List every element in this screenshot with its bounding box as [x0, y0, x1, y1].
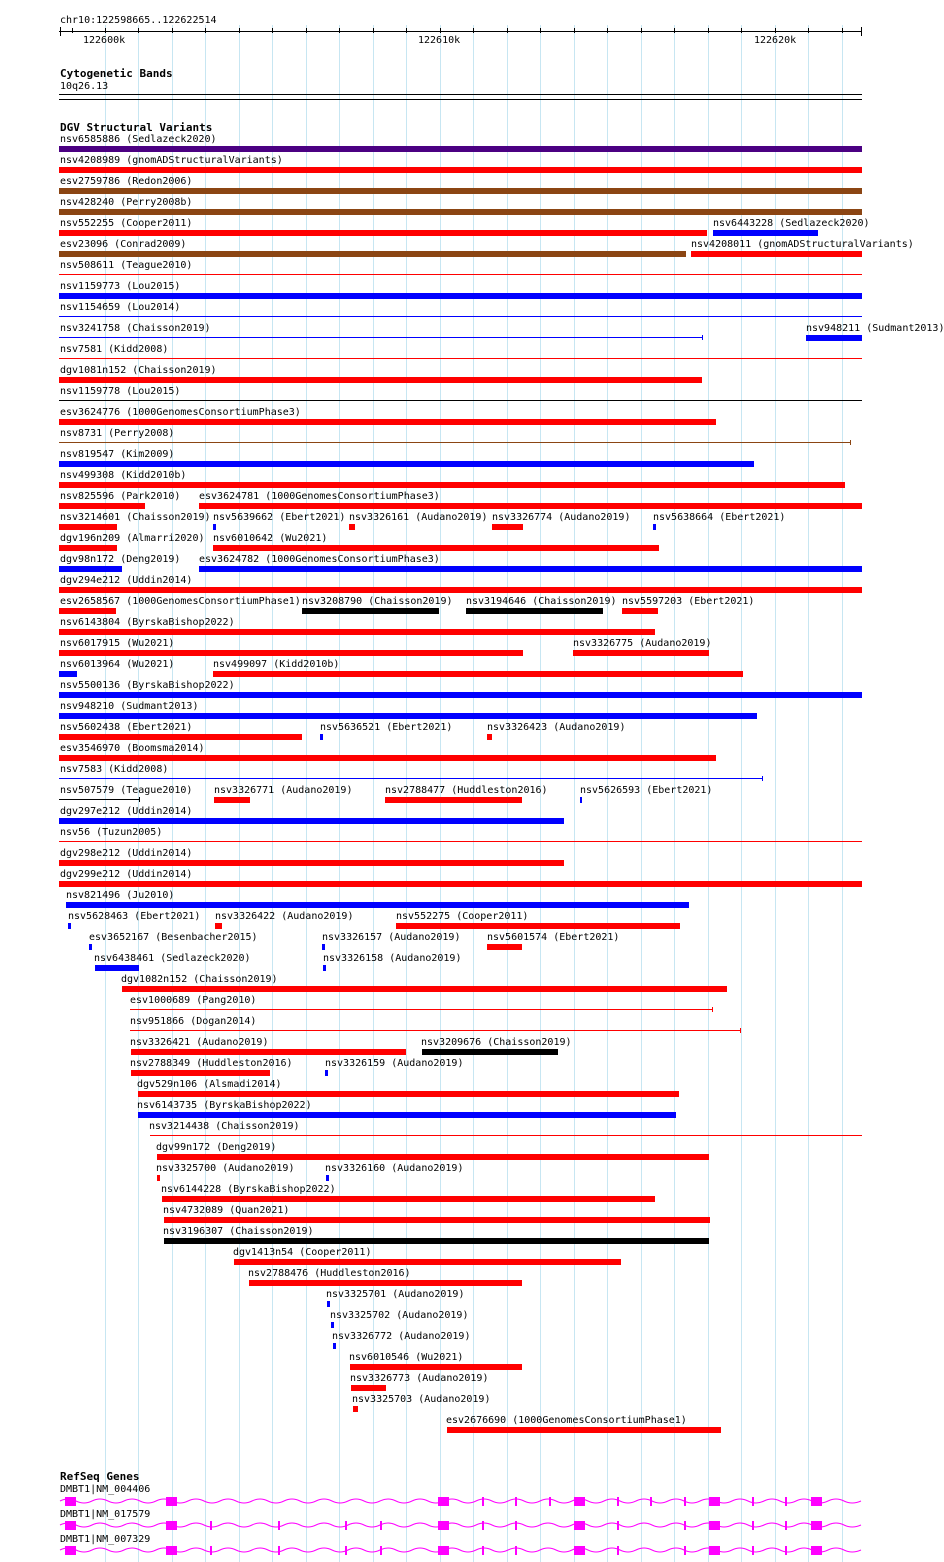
- dgv-feature-label[interactable]: nsv3194646 (Chaisson2019): [466, 596, 617, 607]
- dgv-feature-bar[interactable]: [325, 1070, 328, 1076]
- dgv-feature-bar[interactable]: [59, 461, 754, 467]
- dgv-feature-bar[interactable]: [59, 671, 77, 677]
- dgv-feature-bar[interactable]: [59, 755, 716, 761]
- dgv-feature-label[interactable]: esv2676690 (1000GenomesConsortiumPhase1): [446, 1415, 687, 1426]
- dgv-feature-bar[interactable]: [349, 524, 355, 530]
- dgv-feature-label[interactable]: nsv552275 (Cooper2011): [396, 911, 529, 922]
- ruler-tick: [674, 28, 675, 33]
- dgv-feature-bar[interactable]: [157, 1175, 160, 1181]
- dgv-feature-label[interactable]: dgv299e212 (Uddin2014): [60, 869, 193, 880]
- gene-exon: [380, 1521, 382, 1530]
- gene-exon: [785, 1497, 787, 1506]
- dgv-feature-bar[interactable]: [487, 944, 522, 950]
- dgv-feature-label[interactable]: nsv3325700 (Audano2019): [156, 1163, 295, 1174]
- ruler-tick: [641, 28, 642, 33]
- dgv-feature-label[interactable]: nsv5639662 (Ebert2021): [213, 512, 346, 523]
- dgv-feature-bar[interactable]: [59, 713, 757, 719]
- dgv-feature-bar[interactable]: [59, 337, 702, 338]
- dgv-feature-bar[interactable]: [447, 1427, 721, 1433]
- dgv-feature-label[interactable]: nsv8731 (Perry2008): [60, 428, 175, 439]
- dgv-feature-label[interactable]: nsv3208790 (Chaisson2019): [302, 596, 453, 607]
- dgv-feature-bar[interactable]: [59, 209, 862, 215]
- track-title: Cytogenetic Bands: [60, 67, 173, 80]
- dgv-feature-bar[interactable]: [320, 734, 323, 740]
- dgv-feature-label[interactable]: nsv3196307 (Chaisson2019): [163, 1226, 314, 1237]
- dgv-feature-bar[interactable]: [59, 482, 845, 488]
- gene-exon: [617, 1546, 619, 1555]
- dgv-feature-bar[interactable]: [59, 524, 117, 530]
- dgv-feature-bar[interactable]: [59, 293, 862, 299]
- gene-model[interactable]: [60, 1542, 861, 1558]
- dgv-feature-bar[interactable]: [59, 650, 523, 656]
- dgv-feature-bar[interactable]: [580, 797, 582, 803]
- dgv-feature-end-cap: [850, 440, 851, 445]
- dgv-feature-bar[interactable]: [806, 335, 862, 341]
- gene-exon: [574, 1521, 585, 1530]
- ruler-tick: [708, 28, 709, 33]
- dgv-feature-label[interactable]: nsv3214438 (Chaisson2019): [149, 1121, 300, 1132]
- dgv-feature-bar[interactable]: [323, 965, 326, 971]
- dgv-feature-bar[interactable]: [326, 1175, 329, 1181]
- ruler-tick: [574, 28, 575, 33]
- ruler-tick: [339, 28, 340, 33]
- dgv-feature-bar[interactable]: [130, 1030, 740, 1031]
- dgv-feature-label[interactable]: esv23096 (Conrad2009): [60, 239, 187, 250]
- dgv-feature-bar[interactable]: [214, 797, 250, 803]
- dgv-feature-bar[interactable]: [622, 608, 658, 614]
- dgv-feature-label[interactable]: nsv4208989 (gnomADStructuralVariants): [60, 155, 283, 166]
- dgv-feature-bar[interactable]: [59, 442, 850, 443]
- gene-exon: [709, 1521, 720, 1530]
- dgv-feature-label[interactable]: dgv99n172 (Deng2019): [156, 1142, 277, 1153]
- dgv-feature-bar[interactable]: [199, 503, 862, 509]
- gene-exon: [380, 1546, 382, 1555]
- dgv-feature-label[interactable]: nsv3325703 (Audano2019): [352, 1394, 491, 1405]
- dgv-feature-bar[interactable]: [138, 1091, 679, 1097]
- gene-exon: [166, 1521, 177, 1530]
- ruler-tick-label: 122600k: [83, 35, 126, 46]
- gene-label[interactable]: DMBT1|NM_017579: [60, 1509, 151, 1520]
- dgv-feature-bar[interactable]: [333, 1343, 336, 1349]
- dgv-feature-bar[interactable]: [350, 1364, 522, 1370]
- dgv-feature-bar[interactable]: [59, 146, 862, 152]
- dgv-feature-bar[interactable]: [302, 608, 439, 614]
- gene-exon: [811, 1521, 822, 1530]
- dgv-feature-bar[interactable]: [487, 734, 492, 740]
- dgv-feature-bar[interactable]: [162, 1196, 655, 1202]
- dgv-feature-label[interactable]: nsv3241758 (Chaisson2019): [60, 323, 211, 334]
- dgv-feature-label[interactable]: nsv1159778 (Lou2015): [60, 386, 181, 397]
- dgv-feature-label[interactable]: nsv5500136 (ByrskaBishop2022): [60, 680, 235, 691]
- dgv-feature-bar[interactable]: [59, 881, 862, 887]
- dgv-feature-bar[interactable]: [422, 1049, 558, 1055]
- gene-exon: [811, 1546, 822, 1555]
- gene-exon: [345, 1521, 347, 1530]
- dgv-feature-label[interactable]: esv1000689 (Pang2010): [130, 995, 257, 1006]
- gene-exon: [574, 1546, 585, 1555]
- dgv-feature-label[interactable]: nsv3326157 (Audano2019): [322, 932, 461, 943]
- gene-exon: [785, 1546, 787, 1555]
- gene-exon: [482, 1497, 484, 1506]
- ruler-tick: [507, 28, 508, 33]
- dgv-feature-label[interactable]: nsv6143735 (ByrskaBishop2022): [137, 1100, 312, 1111]
- dgv-feature-bar[interactable]: [59, 503, 145, 509]
- dgv-feature-label[interactable]: dgv1413n54 (Cooper2011): [233, 1247, 372, 1258]
- dgv-feature-bar[interactable]: [131, 1049, 406, 1055]
- dgv-feature-label[interactable]: nsv3326159 (Audano2019): [325, 1058, 464, 1069]
- ruler-tick: [607, 28, 608, 33]
- dgv-feature-label[interactable]: nsv6438461 (Sedlazeck2020): [94, 953, 251, 964]
- dgv-feature-end-cap: [702, 335, 703, 340]
- ruler-end-tick: [60, 27, 61, 36]
- dgv-feature-bar[interactable]: [131, 1070, 270, 1076]
- dgv-feature-bar[interactable]: [59, 419, 716, 425]
- dgv-feature-bar[interactable]: [59, 167, 862, 173]
- dgv-feature-label[interactable]: esv3652167 (Besenbacher2015): [89, 932, 258, 943]
- dgv-feature-label[interactable]: nsv6010642 (Wu2021): [213, 533, 328, 544]
- gene-exon: [278, 1546, 280, 1555]
- gene-label[interactable]: DMBT1|NM_007329: [60, 1534, 151, 1545]
- dgv-feature-label[interactable]: dgv98n172 (Deng2019): [60, 554, 181, 565]
- gene-exon: [574, 1497, 585, 1506]
- dgv-feature-label[interactable]: nsv5626593 (Ebert2021): [580, 785, 713, 796]
- dgv-feature-label[interactable]: dgv196n209 (Almarri2020): [60, 533, 205, 544]
- dgv-feature-bar[interactable]: [573, 650, 709, 656]
- dgv-feature-label[interactable]: nsv3326773 (Audano2019): [350, 1373, 489, 1384]
- dgv-feature-label[interactable]: esv3624782 (1000GenomesConsortiumPhase3): [199, 554, 440, 565]
- gene-exon: [515, 1546, 517, 1555]
- dgv-feature-label[interactable]: nsv3326161 (Audano2019): [349, 512, 488, 523]
- dgv-feature-bar[interactable]: [66, 902, 689, 908]
- dgv-feature-bar[interactable]: [653, 524, 656, 530]
- dgv-feature-label[interactable]: nsv5638664 (Ebert2021): [653, 512, 786, 523]
- dgv-feature-label[interactable]: nsv951866 (Dogan2014): [130, 1016, 257, 1027]
- dgv-feature-label[interactable]: nsv948211 (Sudmant2013): [806, 323, 944, 334]
- gene-exon: [684, 1546, 686, 1555]
- dgv-feature-bar[interactable]: [59, 778, 762, 779]
- ruler-tick: [373, 28, 374, 33]
- dgv-feature-label[interactable]: nsv4208011 (gnomADStructuralVariants): [691, 239, 914, 250]
- dgv-feature-label[interactable]: nsv6144228 (ByrskaBishop2022): [161, 1184, 336, 1195]
- gene-exon: [166, 1497, 177, 1506]
- dgv-feature-bar[interactable]: [150, 1135, 862, 1136]
- dgv-feature-label[interactable]: nsv3326421 (Audano2019): [130, 1037, 269, 1048]
- ruler-location: chr10:122598665..122622514: [60, 15, 217, 26]
- gene-label[interactable]: DMBT1|NM_004406: [60, 1484, 151, 1495]
- dgv-feature-bar[interactable]: [492, 524, 523, 530]
- dgv-feature-bar[interactable]: [138, 1112, 676, 1118]
- dgv-feature-label[interactable]: dgv1081n152 (Chaisson2019): [60, 365, 217, 376]
- dgv-feature-label[interactable]: dgv1082n152 (Chaisson2019): [121, 974, 278, 985]
- gene-exon: [684, 1521, 686, 1530]
- gene-exon: [438, 1497, 449, 1506]
- dgv-feature-bar[interactable]: [59, 377, 702, 383]
- gene-model[interactable]: [60, 1517, 861, 1533]
- gene-exon: [345, 1546, 347, 1555]
- dgv-feature-label[interactable]: nsv6585886 (Sedlazeck2020): [60, 134, 217, 145]
- dgv-feature-bar[interactable]: [215, 923, 222, 929]
- ruler-tick: [842, 28, 843, 33]
- dgv-feature-label[interactable]: esv2658567 (1000GenomesConsortiumPhase1): [60, 596, 301, 607]
- dgv-feature-bar[interactable]: [122, 986, 727, 992]
- dgv-feature-bar[interactable]: [59, 860, 564, 866]
- dgv-feature-label[interactable]: dgv294e212 (Uddin2014): [60, 575, 193, 586]
- dgv-feature-label[interactable]: nsv3325702 (Audano2019): [330, 1310, 469, 1321]
- dgv-feature-bar[interactable]: [59, 400, 862, 401]
- dgv-feature-label[interactable]: nsv819547 (Kim2009): [60, 449, 175, 460]
- dgv-feature-bar[interactable]: [59, 841, 862, 842]
- dgv-feature-label[interactable]: dgv529n106 (Alsmadi2014): [137, 1079, 282, 1090]
- dgv-feature-label[interactable]: nsv3326160 (Audano2019): [325, 1163, 464, 1174]
- dgv-feature-bar[interactable]: [59, 818, 564, 824]
- ruler-tick-label: 122620k: [754, 35, 797, 46]
- dgv-feature-bar[interactable]: [213, 671, 743, 677]
- dgv-feature-label[interactable]: dgv297e212 (Uddin2014): [60, 806, 193, 817]
- dgv-feature-bar[interactable]: [331, 1322, 334, 1328]
- dgv-feature-bar[interactable]: [234, 1259, 621, 1265]
- ruler-tick: [272, 28, 273, 33]
- dgv-feature-bar[interactable]: [68, 923, 71, 929]
- dgv-feature-label[interactable]: nsv2788349 (Huddleston2016): [130, 1058, 293, 1069]
- gene-exon: [210, 1546, 212, 1555]
- gene-exon: [482, 1546, 484, 1555]
- gene-exon: [65, 1521, 76, 1530]
- dgv-feature-label[interactable]: nsv5597203 (Ebert2021): [622, 596, 755, 607]
- gene-exon: [709, 1497, 720, 1506]
- ruler-end-tick: [861, 27, 862, 36]
- dgv-feature-bar[interactable]: [59, 734, 302, 740]
- dgv-feature-label[interactable]: nsv6017915 (Wu2021): [60, 638, 175, 649]
- ruler-tick: [473, 28, 474, 33]
- dgv-feature-bar[interactable]: [59, 608, 116, 614]
- dgv-feature-label[interactable]: nsv5602438 (Ebert2021): [60, 722, 193, 733]
- cytoband-line: [59, 94, 862, 95]
- dgv-feature-label[interactable]: nsv948210 (Sudmant2013): [60, 701, 199, 712]
- dgv-feature-bar[interactable]: [59, 799, 139, 800]
- dgv-feature-label[interactable]: esv3546970 (Boomsma2014): [60, 743, 205, 754]
- dgv-feature-bar[interactable]: [59, 274, 862, 275]
- dgv-feature-bar[interactable]: [59, 230, 707, 236]
- dgv-feature-label[interactable]: nsv3326422 (Audano2019): [215, 911, 354, 922]
- ruler-tick: [775, 28, 776, 33]
- dgv-feature-bar[interactable]: [95, 965, 139, 971]
- dgv-feature-bar[interactable]: [59, 316, 862, 317]
- dgv-feature-label[interactable]: nsv4732089 (Quan2021): [163, 1205, 290, 1216]
- gene-exon: [617, 1497, 619, 1506]
- dgv-feature-label[interactable]: nsv499308 (Kidd2010b): [60, 470, 187, 481]
- dgv-feature-label[interactable]: nsv2788477 (Huddleston2016): [385, 785, 548, 796]
- dgv-feature-bar[interactable]: [351, 1385, 386, 1391]
- dgv-feature-bar[interactable]: [164, 1238, 709, 1244]
- gene-exon: [785, 1521, 787, 1530]
- gene-exon: [438, 1546, 449, 1555]
- dgv-feature-label[interactable]: nsv821496 (Ju2010): [66, 890, 175, 901]
- dgv-feature-label[interactable]: nsv1154659 (Lou2014): [60, 302, 181, 313]
- ruler-tick: [808, 28, 809, 33]
- dgv-feature-bar[interactable]: [199, 566, 862, 572]
- gene-exon: [278, 1521, 280, 1530]
- gene-exon: [166, 1546, 177, 1555]
- dgv-feature-label[interactable]: nsv7583 (Kidd2008): [60, 764, 169, 775]
- ruler-tick: [406, 28, 407, 33]
- dgv-feature-label[interactable]: nsv499097 (Kidd2010b): [213, 659, 340, 670]
- dgv-feature-label[interactable]: esv2759786 (Redon2006): [60, 176, 193, 187]
- ruler-tick: [72, 28, 73, 33]
- dgv-feature-label[interactable]: nsv1159773 (Lou2015): [60, 281, 181, 292]
- dgv-feature-label[interactable]: nsv3326771 (Audano2019): [214, 785, 353, 796]
- dgv-feature-label[interactable]: nsv507579 (Teague2010): [60, 785, 193, 796]
- gene-exon: [617, 1521, 619, 1530]
- ruler-tick: [138, 28, 139, 33]
- dgv-feature-label[interactable]: nsv552255 (Cooper2011): [60, 218, 193, 229]
- dgv-feature-end-cap: [762, 776, 763, 781]
- dgv-feature-label[interactable]: nsv6010546 (Wu2021): [349, 1352, 464, 1363]
- dgv-feature-bar[interactable]: [89, 944, 92, 950]
- dgv-feature-bar[interactable]: [213, 524, 216, 530]
- dgv-feature-label[interactable]: nsv3326158 (Audano2019): [323, 953, 462, 964]
- dgv-feature-label[interactable]: nsv3214601 (Chaisson2019): [60, 512, 211, 523]
- dgv-feature-bar[interactable]: [322, 944, 325, 950]
- gene-exon: [752, 1546, 754, 1555]
- dgv-feature-label[interactable]: nsv3209676 (Chaisson2019): [421, 1037, 572, 1048]
- track-title: DGV Structural Variants: [60, 121, 213, 134]
- dgv-feature-bar[interactable]: [59, 358, 862, 359]
- dgv-feature-bar[interactable]: [59, 587, 862, 593]
- dgv-feature-label[interactable]: nsv3326423 (Audano2019): [487, 722, 626, 733]
- dgv-feature-label[interactable]: esv3624781 (1000GenomesConsortiumPhase3): [199, 491, 440, 502]
- ruler-tick: [741, 28, 742, 33]
- dgv-feature-label[interactable]: nsv825596 (Park2010): [60, 491, 181, 502]
- gene-exon: [709, 1546, 720, 1555]
- dgv-feature-label[interactable]: nsv5628463 (Ebert2021): [68, 911, 201, 922]
- gene-exon: [65, 1546, 76, 1555]
- dgv-feature-bar[interactable]: [713, 230, 818, 236]
- dgv-feature-end-cap: [139, 797, 140, 802]
- dgv-feature-bar[interactable]: [59, 188, 862, 194]
- ruler-tick: [239, 28, 240, 33]
- dgv-feature-label[interactable]: nsv6443228 (Sedlazeck2020): [713, 218, 870, 229]
- dgv-feature-bar[interactable]: [353, 1406, 358, 1412]
- dgv-feature-label[interactable]: nsv5601574 (Ebert2021): [487, 932, 620, 943]
- dgv-feature-label[interactable]: dgv298e212 (Uddin2014): [60, 848, 193, 859]
- ruler-tick-label: 122610k: [418, 35, 461, 46]
- dgv-feature-label[interactable]: nsv508611 (Teague2010): [60, 260, 193, 271]
- track-title: RefSeq Genes: [60, 1470, 140, 1483]
- dgv-feature-label[interactable]: nsv5636521 (Ebert2021): [320, 722, 453, 733]
- dgv-feature-bar[interactable]: [157, 1154, 709, 1160]
- gene-exon: [811, 1497, 822, 1506]
- dgv-feature-bar[interactable]: [164, 1217, 710, 1223]
- dgv-feature-bar[interactable]: [385, 797, 522, 803]
- dgv-feature-label[interactable]: nsv3326772 (Audano2019): [332, 1331, 471, 1342]
- gene-exon: [752, 1521, 754, 1530]
- dgv-feature-label[interactable]: nsv2788476 (Huddleston2016): [248, 1268, 411, 1279]
- gene-exon: [684, 1497, 686, 1506]
- gene-exon: [549, 1497, 551, 1506]
- dgv-feature-bar[interactable]: [249, 1280, 522, 1286]
- dgv-feature-label[interactable]: nsv3325701 (Audano2019): [326, 1289, 465, 1300]
- dgv-feature-bar[interactable]: [396, 923, 680, 929]
- dgv-feature-end-cap: [712, 1007, 713, 1012]
- dgv-feature-label[interactable]: nsv6143804 (ByrskaBishop2022): [60, 617, 235, 628]
- dgv-feature-label[interactable]: nsv56 (Tuzun2005): [60, 827, 163, 838]
- dgv-feature-bar[interactable]: [59, 566, 122, 572]
- dgv-feature-bar[interactable]: [466, 608, 603, 614]
- dgv-feature-bar[interactable]: [59, 692, 862, 698]
- gene-exon: [515, 1497, 517, 1506]
- ruler-tick: [306, 28, 307, 33]
- dgv-feature-bar[interactable]: [213, 545, 659, 551]
- dgv-feature-bar[interactable]: [59, 545, 117, 551]
- dgv-feature-label[interactable]: nsv7581 (Kidd2008): [60, 344, 169, 355]
- dgv-feature-bar[interactable]: [130, 1009, 712, 1010]
- dgv-feature-label[interactable]: nsv6013964 (Wu2021): [60, 659, 175, 670]
- dgv-feature-label[interactable]: nsv3326774 (Audano2019): [492, 512, 631, 523]
- cytoband-line: [59, 99, 862, 100]
- gene-exon: [650, 1497, 652, 1506]
- dgv-feature-bar[interactable]: [59, 629, 655, 635]
- dgv-feature-bar[interactable]: [59, 251, 686, 257]
- gene-exon: [65, 1497, 76, 1506]
- dgv-feature-label[interactable]: esv3624776 (1000GenomesConsortiumPhase3): [60, 407, 301, 418]
- gene-exon: [482, 1521, 484, 1530]
- gene-exon: [515, 1521, 517, 1530]
- ruler-tick: [105, 28, 106, 33]
- dgv-feature-label[interactable]: nsv3326775 (Audano2019): [573, 638, 712, 649]
- dgv-feature-bar[interactable]: [327, 1301, 330, 1307]
- ruler-tick: [440, 28, 441, 33]
- gene-model[interactable]: [60, 1493, 861, 1509]
- ruler-tick: [172, 28, 173, 33]
- dgv-feature-bar[interactable]: [691, 251, 862, 257]
- dgv-feature-end-cap: [740, 1028, 741, 1033]
- ruler-tick: [540, 28, 541, 33]
- gene-exon: [210, 1521, 212, 1530]
- cytoband-label: 10q26.13: [60, 81, 109, 92]
- dgv-feature-label[interactable]: nsv428240 (Perry2008b): [60, 197, 193, 208]
- ruler-tick: [205, 28, 206, 33]
- gene-exon: [438, 1521, 449, 1530]
- gene-exon: [752, 1497, 754, 1506]
